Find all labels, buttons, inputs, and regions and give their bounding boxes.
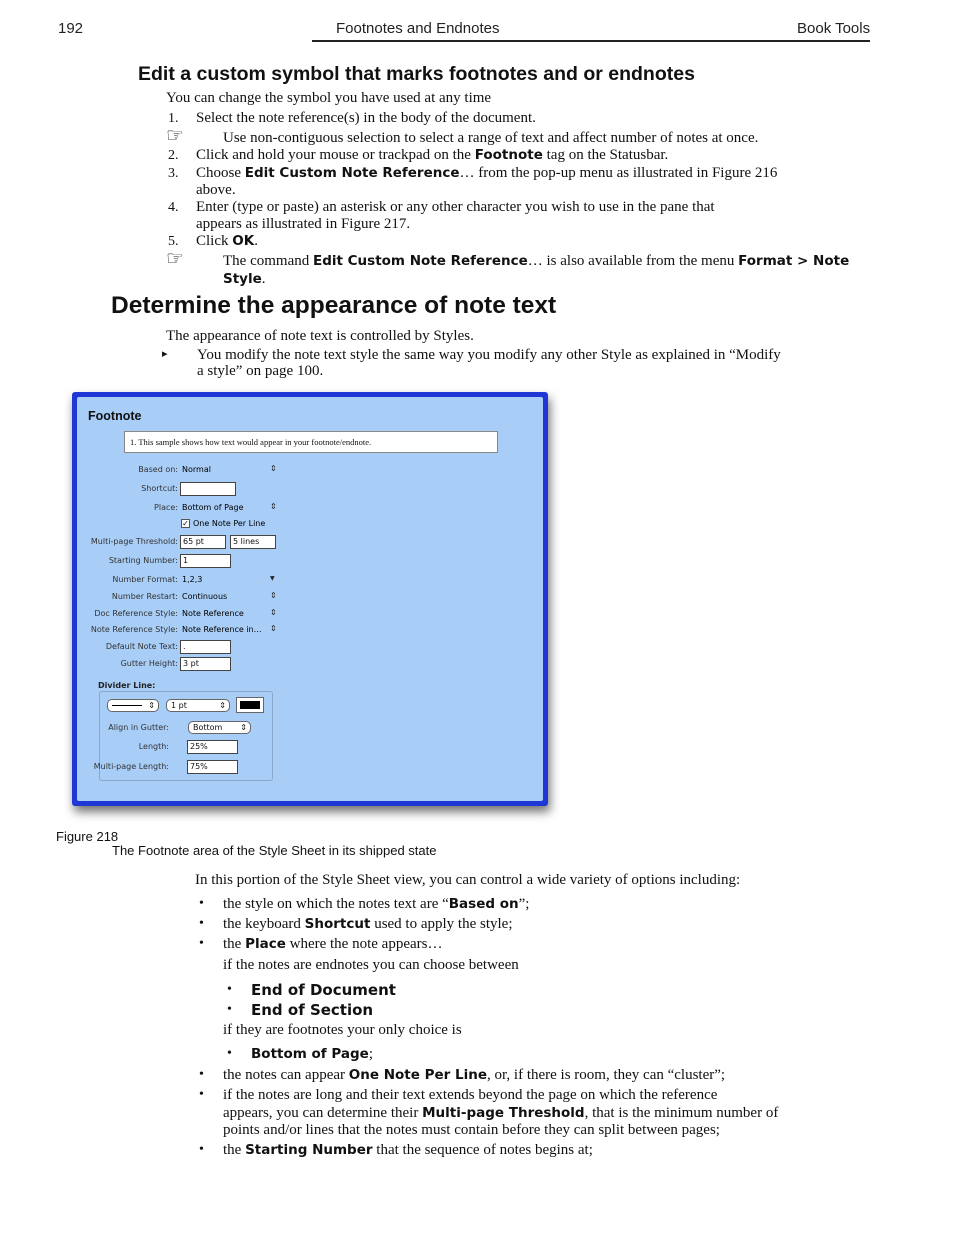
number-format-label: Number Format: [112,575,178,584]
step-text: Click and hold your mouse or trackpad on the Footnote tag on the Statusbar. [196,147,669,163]
sample-preview: 1. This sample shows how text would appear in your footnote/endnote. [124,431,498,453]
tip-text: Use non-contiguous selection to select a range of text and affect number of notes at once. [223,130,759,146]
step-text-continued: appears as illustrated in Figure 217. [196,216,411,232]
line-weight-popup[interactable]: 1 pt ⇕ [166,699,230,712]
gutter-height-label: Gutter Height: [120,659,178,668]
chevron-down-icon: ▼ [270,575,275,582]
running-header-chapter: Footnotes and Endnotes [336,20,500,37]
step-number: 5. [168,234,179,249]
place-label: Place: [154,503,178,512]
list-item-subtext: if the notes are endnotes you can choose between [223,957,519,973]
list-item-continued: appears, you can determine their Multi-page Threshold, that is the minimum number of [223,1105,779,1121]
updown-arrows-icon: ⇕ [270,608,277,617]
line-style-popup[interactable] [107,699,159,712]
threshold-lines-field[interactable]: 5 lines [230,535,276,549]
doc-reference-style-popup[interactable]: Note Reference [182,609,244,618]
shortcut-label: Shortcut: [141,484,178,493]
step-text: Choose Edit Custom Note Reference… from the pop-up menu as illustrated in Figure 216 [196,165,778,181]
sub-list-item: End of Section [251,1001,374,1019]
running-header-section: Book Tools [797,20,871,37]
section-heading-edit-symbol: Edit a custom symbol that marks footnotes and or endnotes [138,63,695,85]
updown-arrows-icon: ⇕ [270,464,277,473]
list-item: the notes can appear One Note Per Line, or, if there is room, they can “cluster”; [223,1067,726,1083]
shortcut-field[interactable] [180,482,236,496]
step-text: Enter (type or paste) an asterisk or any other character you wish to use in the pane that [196,199,715,215]
note-text: You modify the note text style the same way you modify any other Style as explained in “Modify [197,347,781,363]
pointing-hand-icon: ☞ [166,125,184,147]
number-restart-label: Number Restart: [111,592,178,601]
figure-label: Figure 218 [56,829,119,844]
bullet: • [199,1142,204,1157]
gutter-height-field[interactable]: 3 pt [180,657,231,671]
based-on-popup[interactable]: Normal [182,465,211,474]
step-number: 1. [168,111,179,126]
default-note-text-field[interactable]: . [180,640,231,654]
bullet: • [227,1046,232,1061]
note-reference-style-popup[interactable]: Note Reference in… [182,625,262,634]
list-item-continued: points and/or lines that the notes must contain before they can split between pages; [223,1122,720,1138]
bullet: • [227,982,232,997]
divider-line-label: Divider Line: [98,681,156,690]
bullet: • [199,936,204,951]
list-item: if the notes are long and their text extends beyond the page on which the reference [223,1087,718,1103]
sub-list-item: Bottom of Page; [251,1046,373,1062]
place-popup[interactable]: Bottom of Page [182,503,244,512]
based-on-label: Based on: [138,465,178,474]
threshold-label: Multi-page Threshold: [90,537,178,546]
step-number: 3. [168,166,179,181]
pointing-hand-icon: ☞ [166,248,184,270]
updown-arrows-icon: ⇕ [148,701,155,710]
list-item: the Place where the note appears… [223,936,443,952]
list-item: the style on which the notes text are “Based on”; [223,896,530,912]
list-item-subtext: if they are footnotes your only choice is [223,1022,462,1038]
threshold-points-field[interactable]: 65 pt [180,535,226,549]
line-color-well[interactable] [236,697,264,713]
paragraph: The appearance of note text is controlled by Styles. [166,328,474,344]
length-label: Length: [138,742,169,751]
updown-arrows-icon: ⇕ [270,624,277,633]
number-restart-popup[interactable]: Continuous [182,592,228,601]
default-note-text-label: Default Note Text: [105,642,178,651]
bullet: • [199,916,204,931]
updown-arrows-icon: ⇕ [270,502,277,511]
starting-number-field[interactable]: 1 [180,554,231,568]
one-note-per-line-label: One Note Per Line [193,519,266,528]
tip-text-continued: Style. [223,271,266,287]
step-number: 2. [168,148,179,163]
step-text: Select the note reference(s) in the body of the document. [196,110,536,126]
sub-list-item: End of Document [251,981,396,999]
length-field[interactable]: 25% [187,740,238,754]
multipage-length-label: Multi-page Length: [93,762,169,771]
one-note-per-line-checkbox[interactable]: ✓ [182,519,189,528]
step-text: Click OK. [196,233,258,249]
updown-arrows-icon: ⇕ [270,591,277,600]
figure-caption: The Footnote area of the Style Sheet in its shipped state [112,843,437,858]
page-number: 192 [58,20,84,37]
list-item: the Starting Number that the sequence of notes begins at; [223,1142,593,1158]
paragraph: You can change the symbol you have used at any time [166,90,492,106]
paragraph: In this portion of the Style Sheet view, you can control a wide variety of options including: [195,872,741,888]
arrow-bullet-icon: ▸ [162,348,168,360]
list-item: the keyboard Shortcut used to apply the style; [223,916,513,932]
bullet: • [199,896,204,911]
section-heading-note-appearance: Determine the appearance of note text [111,292,557,319]
bullet: • [199,1087,204,1102]
align-in-gutter-popup[interactable]: Bottom ⇕ [188,721,251,734]
footnote-panel [77,397,543,801]
tip-text: The command Edit Custom Note Reference… is also available from the menu Format > Note [223,253,850,269]
note-text-continued: a style” on page 100. [197,363,324,379]
starting-number-label: Starting Number: [108,556,178,565]
align-in-gutter-label: Align in Gutter: [108,723,169,732]
updown-arrows-icon: ⇕ [240,723,247,732]
step-number: 4. [168,200,179,215]
step-text-continued: above. [196,182,236,198]
updown-arrows-icon: ⇕ [219,701,226,710]
bullet: • [199,1067,204,1082]
number-format-popup[interactable]: 1,2,3 [182,575,203,584]
bullet: • [227,1002,232,1017]
doc-reference-style-label: Doc Reference Style: [94,609,178,618]
panel-title: Footnote [88,409,142,423]
multipage-length-field[interactable]: 75% [187,760,238,774]
note-reference-style-label: Note Reference Style: [90,625,178,634]
header-rule [312,40,870,42]
